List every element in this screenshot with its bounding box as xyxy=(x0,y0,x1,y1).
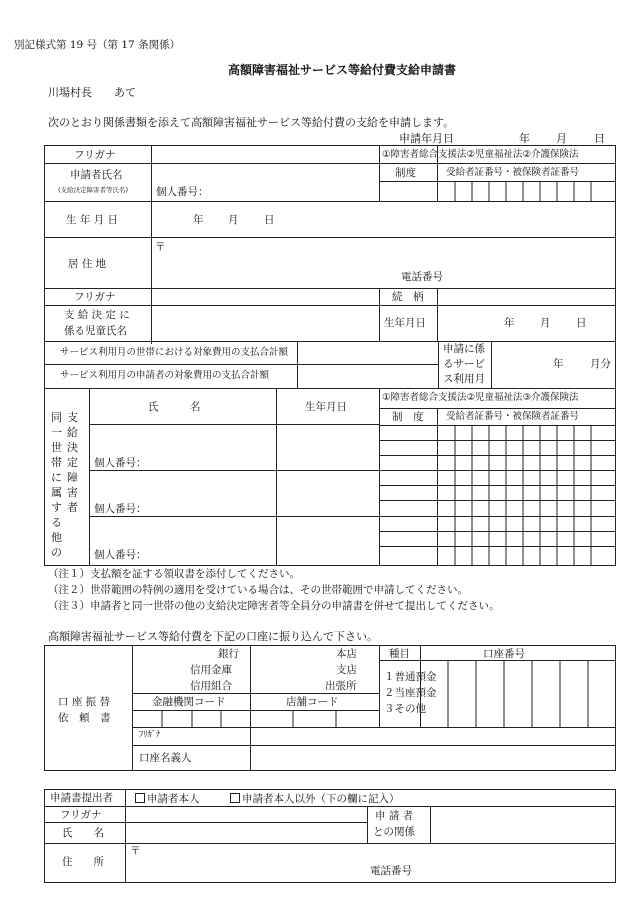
furigana-label-2: フリガナ xyxy=(74,291,116,303)
cert-no-header-2: 受給者証番号・被保険者証番号 xyxy=(446,411,580,422)
checkbox-self[interactable] xyxy=(135,793,145,803)
cert-no-header: 受給者証番号・被保険者証番号 xyxy=(446,167,580,178)
child-birth-day: 日 xyxy=(576,317,587,329)
submitter-option-self[interactable] xyxy=(135,793,200,805)
birth-year: 年 xyxy=(193,214,204,226)
others-vertical-2: 支給決定障害者 xyxy=(67,411,78,514)
branch-type-office: 出張所 xyxy=(325,680,357,692)
date-year: 年 xyxy=(519,132,530,145)
usage-month-label-2: るサービ xyxy=(443,358,485,370)
page-title: 高額障害福祉サービス等給付費支給申請書 xyxy=(228,63,457,77)
bank-intro: 高額障害福祉サービス等給付費を下記の口座に振り込んで下さい。 xyxy=(48,630,378,643)
intro-text: 次のとおり関係書類を添えて高額障害福祉サービス等給付費の支給を申請します。 xyxy=(48,116,455,129)
others-vertical-1: 同一世帯に属する他の xyxy=(51,411,62,559)
branch-type-main: 本店 xyxy=(336,648,357,660)
usage-year: 年 xyxy=(553,358,564,370)
furigana-label: フリガナ xyxy=(74,149,116,161)
birth-day: 日 xyxy=(264,214,275,226)
date-day: 日 xyxy=(594,132,605,145)
child-label-1: 支 給 決 定 に xyxy=(64,309,130,321)
relation-label: 続 柄 xyxy=(392,291,424,303)
account-no-header: 口座番号 xyxy=(483,648,525,660)
inst-code-label: 金融機関コード xyxy=(152,696,226,708)
inst-type-kumiai: 信用組合 xyxy=(190,680,232,692)
birth-label: 生 年 月 日 xyxy=(66,214,119,226)
date-month: 月 xyxy=(556,132,567,145)
checkbox-other[interactable] xyxy=(230,793,240,803)
usage-month-label-3: ス利用月 xyxy=(443,373,485,385)
note-1: （注１）支払額を証する領収書を添付してください。 xyxy=(48,568,300,580)
seido-header-2: 制 度 xyxy=(392,411,424,423)
applicant-name-label: 申請者氏名 xyxy=(70,169,123,181)
applicant-mynumber: 個人番号： xyxy=(156,186,209,198)
submitter-name: 氏 名 xyxy=(62,827,104,839)
phone-label: 電話番号 xyxy=(401,271,443,283)
law-header: ①障害者総合支援法②児童福祉法②介護保険法 xyxy=(382,149,579,160)
address-label: 居 住 地 xyxy=(68,258,107,270)
branch-type-branch: 支店 xyxy=(336,664,357,676)
holder-label: 口座名義人 xyxy=(139,752,192,764)
form-ref: 別記様式第 19 号（第 17 条関係） xyxy=(14,39,181,51)
others-mynumber-3: 個人番号： xyxy=(94,549,147,561)
account-type-3: ３その他 xyxy=(384,703,426,715)
submitter-postal: 〒 xyxy=(130,845,141,857)
applicant-total-label: サービス利用月の申請者の対象費用の支払合計額 xyxy=(60,370,270,381)
others-birth-header: 生年月日 xyxy=(305,401,347,413)
date-label: 申請年月日 xyxy=(399,132,454,145)
note-2: （注２）世帯範囲の特例の適用を受けている場合は、その世帯範囲で申請してください。 xyxy=(48,584,468,596)
law-header-2: ①障害者総合支援法②児童福祉法③介護保険法 xyxy=(382,392,579,403)
submitter-address: 住 所 xyxy=(62,856,104,868)
child-birth-year: 年 xyxy=(504,317,515,329)
seido-header: 制度 xyxy=(395,167,416,179)
applicant-name-sublabel: (支給決定障害者等氏名) xyxy=(58,186,129,194)
inst-type-shinkin: 信用金庫 xyxy=(190,664,232,676)
bank-label-1: 口 座 振 替 xyxy=(58,696,111,708)
postal-mark: 〒 xyxy=(155,241,166,253)
bank-table xyxy=(44,645,616,771)
branch-code-label: 店舗コード xyxy=(286,696,339,708)
submitter-phone: 電話番号 xyxy=(370,865,412,877)
others-mynumber-1: 個人番号： xyxy=(94,457,147,469)
submitter-option-other[interactable] xyxy=(230,793,400,805)
household-total-label: サービス利用月の世帯における対象費用の支払合計額 xyxy=(60,347,289,358)
option-other-label: 申請者本人以外（下の欄に記入） xyxy=(242,793,400,805)
holder-furigana-label: ﾌﾘｶﾞﾅ xyxy=(139,730,161,740)
child-label-2: 係る児童氏名 xyxy=(64,325,127,337)
addressee: 川場村長 あて xyxy=(48,86,136,99)
bank-label-2: 依 頼 書 xyxy=(58,712,111,724)
account-type-2: ２当座預金 xyxy=(384,687,437,699)
inst-type-bank: 銀行 xyxy=(218,648,239,660)
child-birth-label: 生年月日 xyxy=(384,317,426,329)
birth-month: 月 xyxy=(228,214,239,226)
others-name-header: 氏 名 xyxy=(148,401,201,413)
account-type-1: １普通預金 xyxy=(384,671,437,683)
submitter-relation-2: との関係 xyxy=(373,826,415,838)
submitter-label: 申請書提出者 xyxy=(50,792,113,804)
usage-month-label-1: 申請に係 xyxy=(443,343,485,355)
submitter-relation-1: 申 請 者 xyxy=(375,810,414,822)
submitter-furigana: フリガナ xyxy=(60,809,102,821)
others-mynumber-2: 個人番号： xyxy=(94,503,147,515)
usage-month: 月分 xyxy=(590,358,611,370)
child-birth-month: 月 xyxy=(540,317,551,329)
option-self-label: 申請者本人 xyxy=(147,793,200,805)
account-type-header: 種目 xyxy=(389,648,410,660)
note-3: （注３）申請者と同一世帯の他の支給決定障害者等全員分の申請書を併せて提出してください。 xyxy=(48,600,500,612)
